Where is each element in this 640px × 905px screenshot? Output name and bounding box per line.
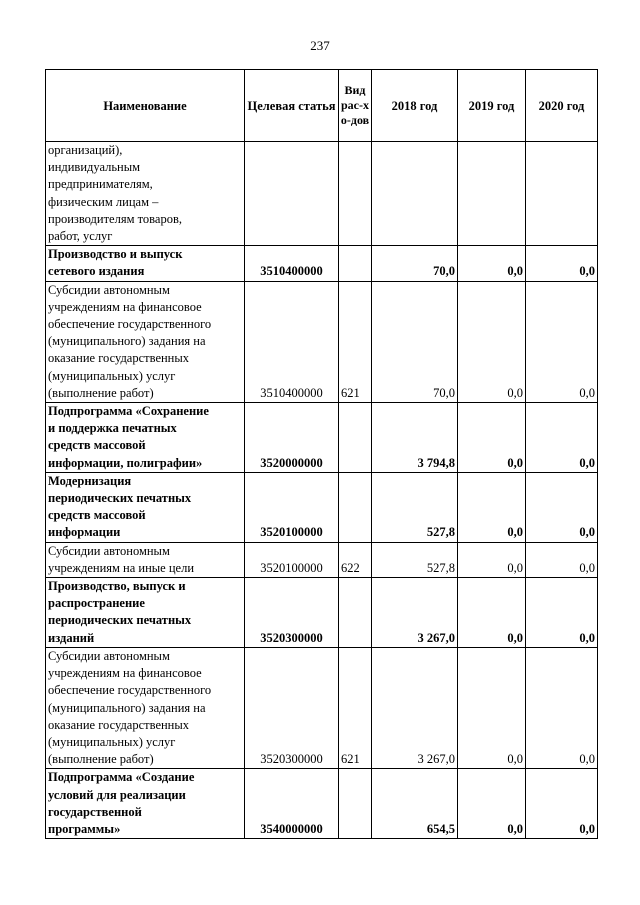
- row-value-2018: 527,8: [372, 542, 458, 577]
- row-value-2020: [526, 142, 598, 246]
- header-2019: 2019 год: [458, 70, 526, 142]
- page-number: 237: [310, 38, 330, 53]
- row-target-code: 3520100000: [245, 542, 339, 577]
- row-name-text: Подпрограмма «Создание условий для реализации государственной программы»: [48, 770, 195, 836]
- row-value-2019: 0,0: [458, 542, 526, 577]
- row-expense-type: [339, 769, 372, 839]
- table-row: [46, 472, 598, 542]
- row-expense-type: 622: [339, 542, 372, 577]
- row-name: [46, 472, 245, 542]
- row-expense-type: [339, 472, 372, 542]
- header-2018: 2018 год: [372, 70, 458, 142]
- row-value-2019: 0,0: [458, 647, 526, 768]
- row-name-text: Субсидии автономным учреждениям на иные цели: [48, 543, 195, 575]
- table-row: [46, 647, 598, 768]
- row-value-2018: 3 794,8: [372, 403, 458, 473]
- header-type: Вид рас-хо-дов: [339, 70, 372, 142]
- row-name-text: Модернизация периодических печатных средств массовой информации: [48, 473, 192, 540]
- row-name-text: Подпрограмма «Сохранение и поддержка печатных средств массовой информации, полиграфии»: [48, 404, 209, 470]
- header-target: Целевая статья: [245, 70, 339, 142]
- row-expense-type: [339, 246, 372, 281]
- row-value-2020: 0,0: [526, 542, 598, 577]
- table-header-row: [46, 70, 598, 142]
- header-name: Наименование: [46, 70, 245, 142]
- row-value-2019: 0,0: [458, 403, 526, 473]
- row-value-2019: 0,0: [458, 769, 526, 839]
- table-row: [46, 542, 598, 577]
- table-row: [46, 769, 598, 839]
- table-row: [46, 578, 598, 648]
- row-value-2018: 70,0: [372, 281, 458, 402]
- row-name-text: Субсидии автономным учреждениям на финансовое обеспечение государственного (муниципального) задания на оказание государственных (муниципальных) услуг (выполнение работ): [48, 282, 212, 400]
- row-target-code: 3540000000: [245, 769, 339, 839]
- budget-table: [45, 69, 598, 839]
- row-value-2018: 527,8: [372, 472, 458, 542]
- row-target-code: 3520100000: [245, 472, 339, 542]
- row-name-text: Субсидии автономным учреждениям на финансовое обеспечение государственного (муниципального) задания на оказание государственных (муниципальных) услуг (выполнение работ): [48, 648, 212, 767]
- row-name: [46, 769, 245, 839]
- row-expense-type: 621: [339, 281, 372, 402]
- table-row: [46, 142, 598, 246]
- row-name: [46, 403, 245, 473]
- row-value-2020: 0,0: [526, 769, 598, 839]
- row-value-2019: 0,0: [458, 472, 526, 542]
- row-value-2020: 0,0: [526, 403, 598, 473]
- row-name: [46, 542, 245, 577]
- row-value-2018: 3 267,0: [372, 647, 458, 768]
- row-name: [46, 578, 245, 648]
- row-value-2019: 0,0: [458, 281, 526, 402]
- row-name: [46, 647, 245, 768]
- row-value-2019: [458, 142, 526, 246]
- row-target-code: 3520000000: [245, 403, 339, 473]
- row-expense-type: [339, 142, 372, 246]
- row-value-2020: 0,0: [526, 281, 598, 402]
- row-name: [46, 281, 245, 402]
- row-target-code: 3520300000: [245, 578, 339, 648]
- row-name-text: Производство, выпуск и распространение периодических печатных изданий: [48, 579, 192, 645]
- row-value-2019: 0,0: [458, 578, 526, 648]
- table-row: [46, 403, 598, 473]
- table-body: [46, 142, 598, 839]
- header-2020: 2020 год: [526, 70, 598, 142]
- row-expense-type: [339, 578, 372, 648]
- row-target-code: 3510400000: [245, 246, 339, 281]
- row-value-2020: 0,0: [526, 472, 598, 542]
- row-target-code: 3520300000: [245, 647, 339, 768]
- row-value-2018: 654,5: [372, 769, 458, 839]
- row-value-2018: 3 267,0: [372, 578, 458, 648]
- row-value-2018: 70,0: [372, 246, 458, 281]
- row-value-2020: 0,0: [526, 578, 598, 648]
- row-value-2020: 0,0: [526, 647, 598, 768]
- row-name-text: организаций), индивидуальным предпринимателям, физическим лицам – производителям товаров, работ, услуг: [48, 143, 182, 244]
- row-name: [46, 246, 245, 281]
- row-target-code: 3510400000: [245, 281, 339, 402]
- row-value-2020: 0,0: [526, 246, 598, 281]
- table-row: [46, 246, 598, 281]
- row-expense-type: 621: [339, 647, 372, 768]
- row-name-text: Производство и выпуск сетевого издания: [48, 247, 183, 279]
- row-target-code: [245, 142, 339, 246]
- row-expense-type: [339, 403, 372, 473]
- table-row: [46, 281, 598, 402]
- row-value-2019: 0,0: [458, 246, 526, 281]
- row-name: [46, 142, 245, 246]
- row-value-2018: [372, 142, 458, 246]
